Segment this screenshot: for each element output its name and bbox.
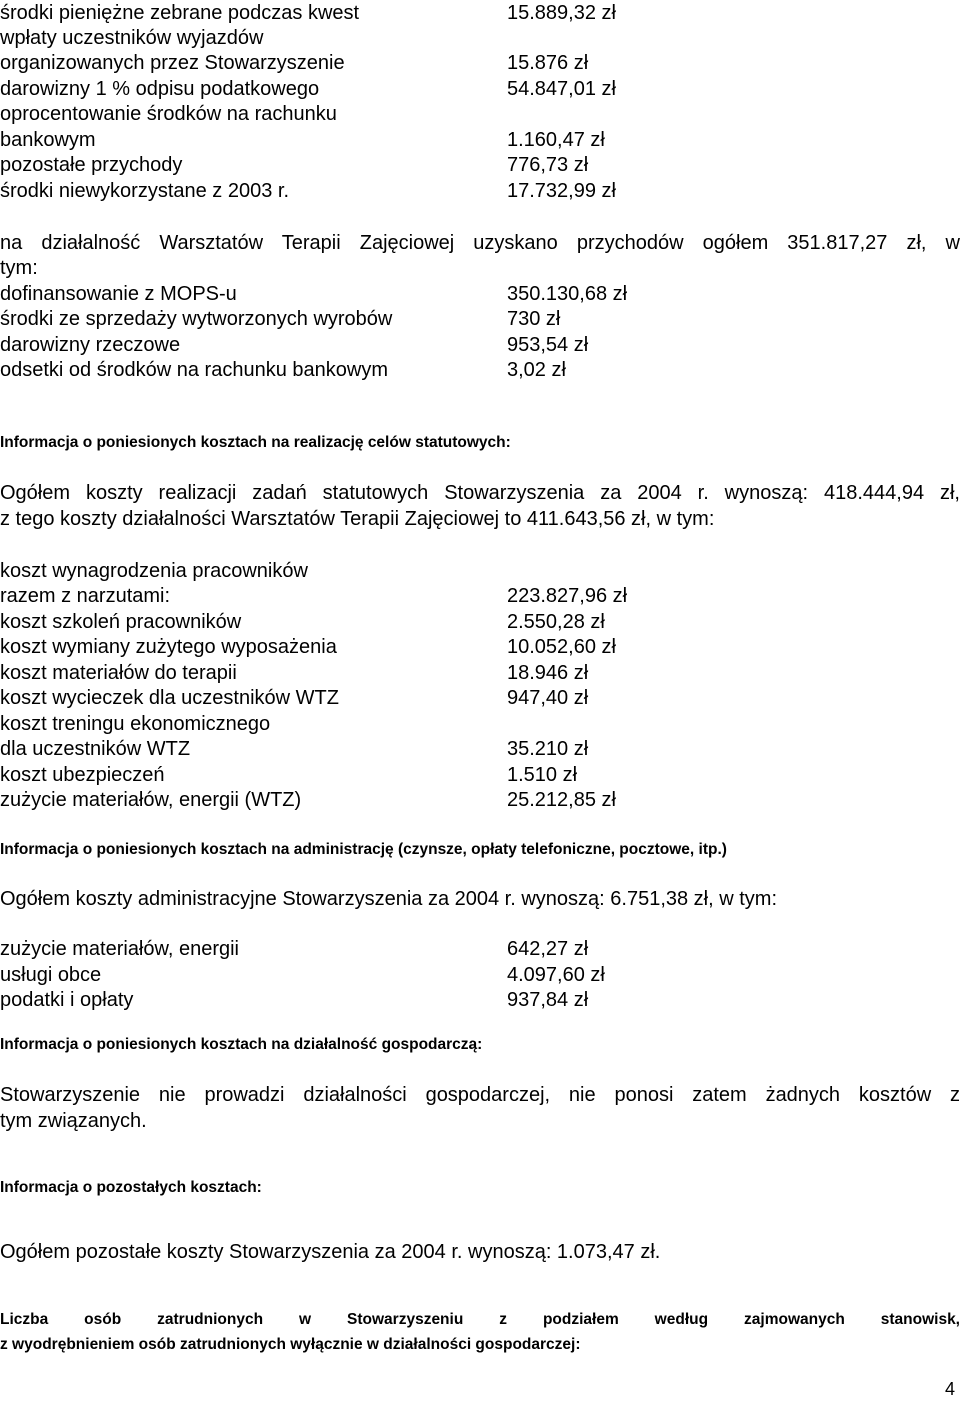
wtz-value: 730 zł xyxy=(507,308,561,330)
section-heading: Informacja o pozostałych kosztach: xyxy=(0,1179,262,1196)
wtz-label: darowizny rzeczowe xyxy=(0,334,181,356)
admin-value: 4.097,60 zł xyxy=(507,964,605,986)
cost-value: 2.550,28 zł xyxy=(507,611,605,633)
income-value: 15.889,32 zł xyxy=(507,2,616,24)
cost-label: dla uczestników WTZ xyxy=(0,738,191,760)
cost-label: koszt wynagrodzenia pracowników xyxy=(0,560,308,582)
cost-label: razem z narzutami: xyxy=(0,585,171,607)
income-label: pozostałe przychody xyxy=(0,154,183,176)
wtz-label: odsetki od środków na rachunku bankowym xyxy=(0,359,388,381)
income-label: wpłaty uczestników wyjazdów xyxy=(0,27,264,49)
admin-label: podatki i opłaty xyxy=(0,989,134,1011)
employment-heading-cont: z wyodrębnieniem osób zatrudnionych wyłącznie w działalności gospodarczej: xyxy=(0,1336,581,1353)
employment-heading: Liczba osób zatrudnionych w Stowarzyszeniu z podziałem według zajmowanych stanowisk, xyxy=(0,1311,960,1328)
cost-value: 223.827,96 zł xyxy=(507,585,628,607)
income-value: 54.847,01 zł xyxy=(507,78,616,100)
wtz-label: środki ze sprzedaży wytworzonych wyrobów xyxy=(0,308,393,330)
cost-label: koszt wycieczek dla uczestników WTZ xyxy=(0,687,339,709)
wtz-label: dofinansowanie z MOPS-u xyxy=(0,283,237,305)
income-value: 776,73 zł xyxy=(507,154,589,176)
page-number: 4 xyxy=(945,1379,956,1399)
business-text: Stowarzyszenie nie prowadzi działalności gospodarczej, nie ponosi zatem żadnych kosztów z xyxy=(0,1084,960,1106)
wtz-value: 953,54 zł xyxy=(507,334,589,356)
cost-value: 18.946 zł xyxy=(507,662,589,684)
section-heading: Informacja o poniesionych kosztach na administrację (czynsze, opłaty telefoniczne, pocztowe, itp.) xyxy=(0,841,727,858)
section-heading: Informacja o poniesionych kosztach na realizację celów statutowych: xyxy=(0,434,511,451)
cost-value: 35.210 zł xyxy=(507,738,589,760)
admin-label: usługi obce xyxy=(0,964,102,986)
wtz-intro-cont: tym: xyxy=(0,257,38,279)
wtz-intro: na działalność Warsztatów Terapii Zajęciowej uzyskano przychodów ogółem 351.817,27 zł, w xyxy=(0,232,960,254)
cost-label: koszt materiałów do terapii xyxy=(0,662,237,684)
income-label: środki pieniężne zebrane podczas kwest xyxy=(0,2,360,24)
statutory-total-cont: z tego koszty działalności Warsztatów Terapii Zajęciowej to 411.643,56 zł, w tym: xyxy=(0,508,715,530)
business-text-cont: tym związanych. xyxy=(0,1110,147,1132)
admin-total: Ogółem koszty administracyjne Stowarzyszenia za 2004 r. wynoszą: 6.751,38 zł, w tym: xyxy=(0,888,778,910)
cost-label: koszt szkoleń pracowników xyxy=(0,611,242,633)
income-label: darowizny 1 % odpisu podatkowego xyxy=(0,78,320,100)
cost-value: 1.510 zł xyxy=(507,764,578,786)
wtz-value: 350.130,68 zł xyxy=(507,283,628,305)
income-value: 1.160,47 zł xyxy=(507,129,605,151)
cost-label: zużycie materiałów, energii (WTZ) xyxy=(0,789,302,811)
admin-value: 937,84 zł xyxy=(507,989,589,1011)
cost-value: 10.052,60 zł xyxy=(507,636,616,658)
statutory-total: Ogółem koszty realizacji zadań statutowych Stowarzyszenia za 2004 r. wynoszą: 418.444,94 zł, xyxy=(0,482,960,504)
cost-label: koszt treningu ekonomicznego xyxy=(0,713,271,735)
cost-label: koszt ubezpieczeń xyxy=(0,764,165,786)
income-label: środki niewykorzystane z 2003 r. xyxy=(0,180,290,202)
income-label: oprocentowanie środków na rachunku xyxy=(0,103,337,125)
cost-label: koszt wymiany zużytego wyposażenia xyxy=(0,636,337,658)
income-label: organizowanych przez Stowarzyszenie xyxy=(0,52,345,74)
section-heading: Informacja o poniesionych kosztach na działalność gospodarczą: xyxy=(0,1036,483,1053)
income-label: bankowym xyxy=(0,129,96,151)
income-value: 15.876 zł xyxy=(507,52,589,74)
income-value: 17.732,99 zł xyxy=(507,180,616,202)
cost-value: 947,40 zł xyxy=(507,687,589,709)
other-total: Ogółem pozostałe koszty Stowarzyszenia za 2004 r. wynoszą: 1.073,47 zł. xyxy=(0,1241,661,1263)
wtz-value: 3,02 zł xyxy=(507,359,566,381)
cost-value: 25.212,85 zł xyxy=(507,789,616,811)
admin-label: zużycie materiałów, energii xyxy=(0,938,239,960)
admin-value: 642,27 zł xyxy=(507,938,589,960)
